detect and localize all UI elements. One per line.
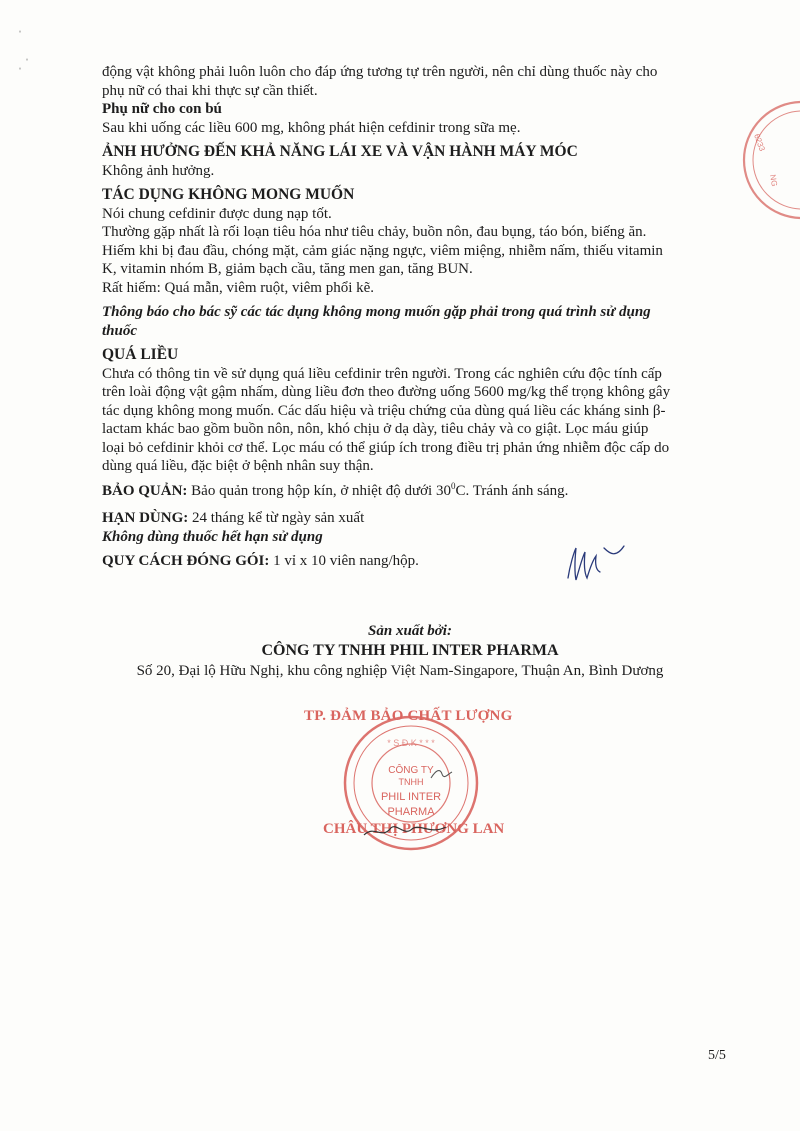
manufactured-by-label: Sản xuất bởi: <box>368 623 452 639</box>
heading-side-effects: TÁC DỤNG KHÔNG MONG MUỐN <box>102 186 355 203</box>
text-line: tác dụng không mong muốn. Các dấu hiệu và triệu chứng của dùng quá liều các kháng sinh β- <box>102 402 666 419</box>
text-line: Chưa có thông tin về sử dụng quá liều cefdinir trên người. Trong các nghiên cứu độc tính cấp <box>102 365 662 382</box>
heading-overdose: QUÁ LIỀU <box>102 346 179 363</box>
edge-stamp-fragment <box>740 95 800 225</box>
leaflet-body <box>102 63 732 571</box>
expiry-label: HẠN DÙNG: <box>102 510 189 526</box>
notice-side-effects-cont: thuốc <box>102 322 138 339</box>
heading-driving: ẢNH HƯỞNG ĐẾN KHẢ NĂNG LÁI XE VÀ VẬN HÀNH MÁY MÓC <box>102 143 578 160</box>
stamp-line1: CÔNG TY <box>388 765 434 776</box>
text-line: Rất hiếm: Quá mẫn, viêm ruột, viêm phổi kẽ. <box>102 279 375 296</box>
svg-text:* S.Đ.K * * *: * S.Đ.K * * * <box>387 738 435 748</box>
stamp-line4: PHARMA <box>387 806 435 818</box>
company-address: Số 20, Đại lộ Hữu Nghị, khu công nghiệp Việt Nam-Singapore, Thuận An, Bình Dương <box>136 663 664 679</box>
text-line: Hiếm khi bị đau đầu, chóng mặt, cảm giác nặng ngực, viêm miệng, nhiễm nấm, thiếu vitamin <box>102 242 663 259</box>
text-line: Sau khi uống các liều 600 mg, không phát hiện cefdinir trong sữa mẹ. <box>102 119 521 136</box>
notice-side-effects: Thông báo cho bác sỹ các tác dụng không mong muốn gặp phải trong quá trình sử dụng <box>102 304 651 320</box>
degree-sup: 0 <box>450 480 456 491</box>
qa-manager-name: CHÂU THỊ PHƯƠNG LAN <box>323 821 505 837</box>
stamp-line2: TNHH <box>398 777 424 787</box>
expiry-warning: Không dùng thuốc hết hạn sử dụng <box>102 528 323 545</box>
text-line: trên loài động vật gậm nhấm, dùng liều đơn theo đường uống 5600 mg/kg thể trọng không gây <box>102 384 671 400</box>
storage-text: Bảo quản trong hộp kín, ở nhiệt độ dưới 30 <box>187 482 451 499</box>
text-line: Không ảnh hưởng. <box>102 162 215 179</box>
scan-marks: ˈ ˌ ˈ <box>18 28 29 70</box>
packing-label: QUY CÁCH ĐÓNG GÓI: <box>102 553 270 569</box>
expiry-text: 24 tháng kể từ ngày sản xuất <box>188 510 365 526</box>
text-line: K, vitamin nhóm B, giảm bạch cầu, tăng men gan, tăng BUN. <box>102 261 473 277</box>
storage-text-end: C. Tránh ánh sáng. <box>455 482 569 499</box>
qa-title: TP. ĐẢM BẢO CHẤT LƯỢNG <box>304 708 513 724</box>
text-line: loại bỏ cefdinir khỏi cơ thể. Lọc máu có thể giúp ích trong điều trị phản ứng nhiễm độc cấp do <box>102 439 670 456</box>
stamp-line3: PHIL INTER <box>380 791 442 803</box>
signature-initial <box>560 540 630 590</box>
text-line: phụ nữ có thai khi thực sự cần thiết. <box>102 82 318 99</box>
svg-text:6233: 6233 <box>752 132 767 153</box>
packing-line <box>102 552 732 571</box>
text-line: Thường gặp nhất là rối loạn tiêu hóa như tiêu chảy, buồn nôn, đau bụng, táo bón, biếng ăn. <box>102 224 647 240</box>
manufacturer-block <box>0 621 800 681</box>
subheading-breastfeeding: Phụ nữ cho con bú <box>102 101 222 117</box>
text-line: lactam khác bao gồm buồn nôn, nôn, khó chịu ở dạ dày, tiêu chảy và co giật. Lọc máu giúp <box>102 421 649 437</box>
text-line: Nói chung cefdinir được dung nạp tốt. <box>102 205 332 222</box>
svg-text:NG: NG <box>768 173 779 188</box>
storage-line <box>102 482 732 501</box>
page-number: 5/5 <box>708 1048 726 1063</box>
manager-signature <box>360 815 450 845</box>
storage-label: BẢO QUẢN: <box>102 482 188 499</box>
company-name: CÔNG TY TNHH PHIL INTER PHARMA <box>261 642 559 659</box>
expiry-line <box>102 509 732 528</box>
text-line: động vật không phải luôn luôn cho đáp ứng tương tự trên người, nên chỉ dùng thuốc này cho <box>102 64 658 80</box>
text-line: dùng quá liều, đặc biệt ở bệnh nhân suy thận. <box>102 458 374 474</box>
packing-text: 1 vỉ x 10 viên nang/hộp. <box>269 553 419 569</box>
